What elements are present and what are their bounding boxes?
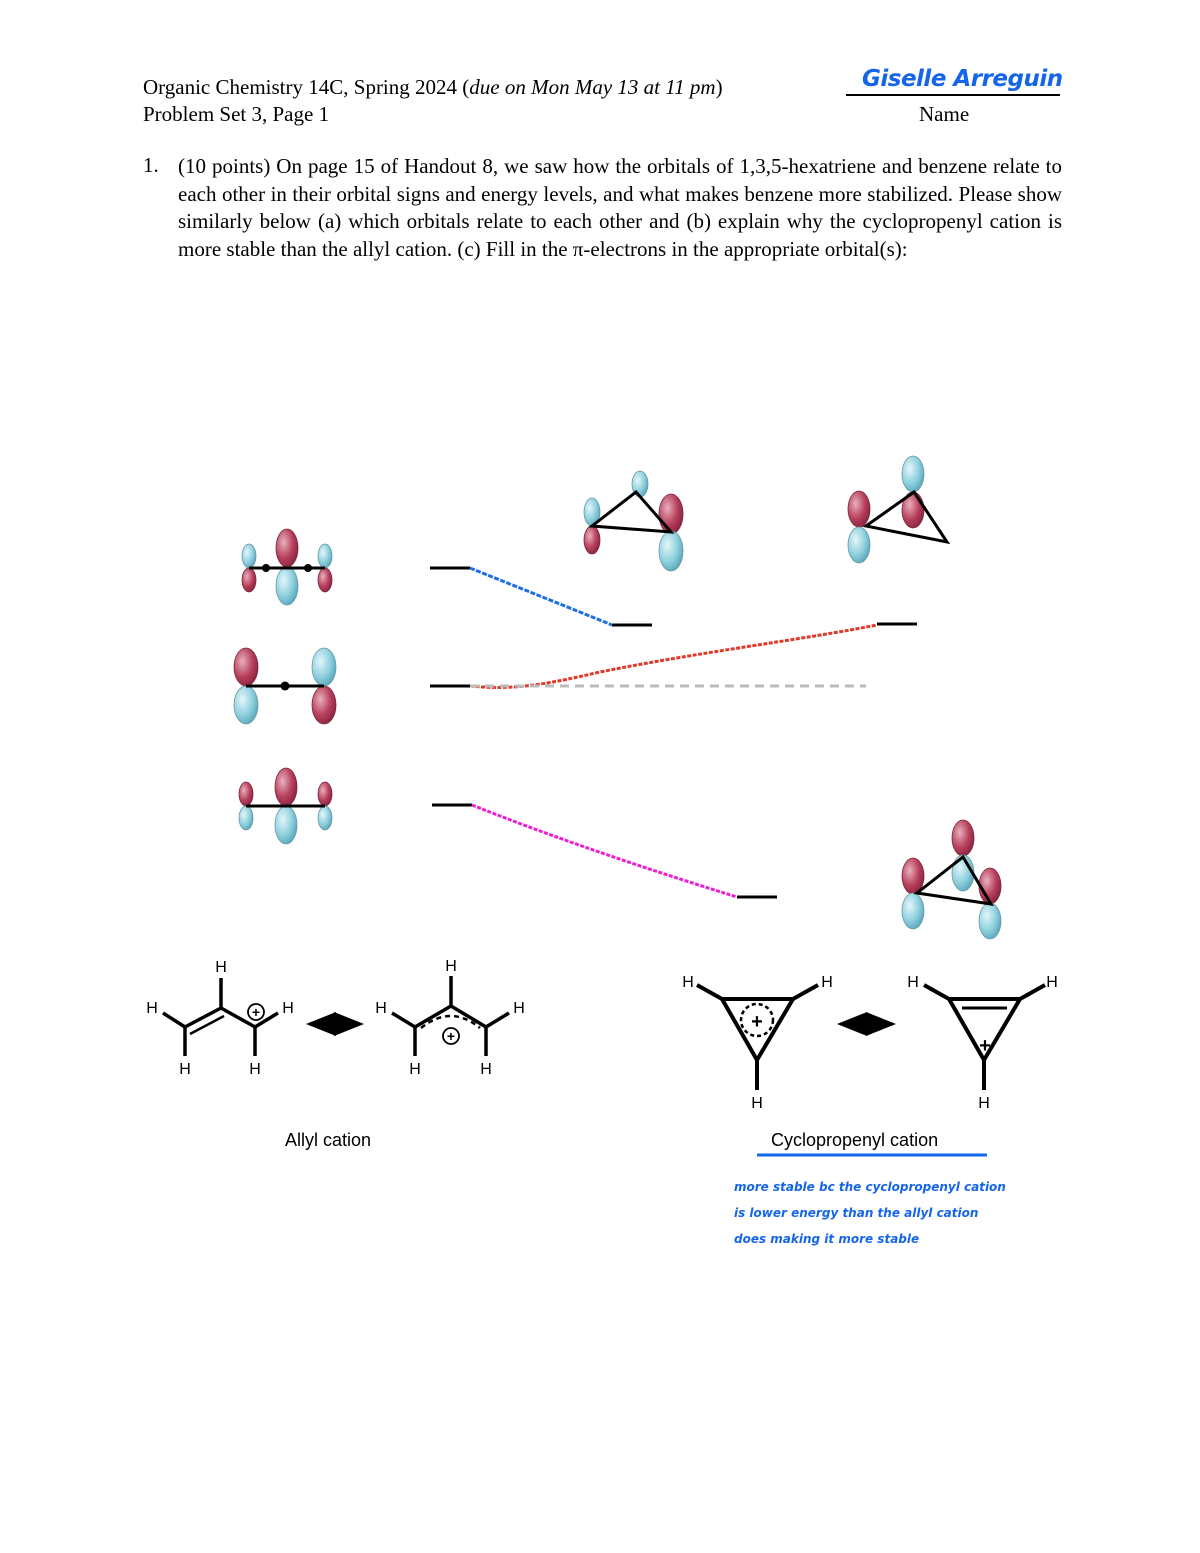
handwritten-answer: more stable bc the cyclopropenyl cation is lower energy than the allyl cation does making it more stable <box>734 1180 1006 1246</box>
p-lobe <box>318 544 332 568</box>
bond <box>486 1013 509 1027</box>
bond <box>392 1013 415 1027</box>
atom-label: H <box>1046 974 1058 991</box>
course-line-prefix: Organic Chemistry 14C, Spring 2024 ( <box>143 75 470 99</box>
atom-label: H <box>513 1000 525 1017</box>
p-lobe <box>848 491 870 527</box>
p-lobe <box>952 855 974 891</box>
p-lobe <box>242 544 256 568</box>
question-text: (10 points) On page 15 of Handout 8, we saw how the orbitals of 1,3,5-hexatriene and benzene relate to each other in their orbital signs and energy levels, and what makes benzene more stabilized. Please show similarly below (a) which orbitals relate to each other and (b) explain why the cyclopropenyl cation is more stable than the allyl cation. (c) Fill in the π-electrons in the appropriate orbital(s): <box>178 154 1062 261</box>
correlation-lines <box>470 568 877 897</box>
blue-correlation-line <box>470 568 612 625</box>
bond <box>1020 985 1045 999</box>
p-lobe <box>659 531 683 571</box>
bond <box>924 985 949 999</box>
p-lobe <box>848 527 870 563</box>
p-lobe <box>318 782 332 806</box>
name-label: Name <box>919 102 970 126</box>
charge-sign: + <box>251 1004 261 1020</box>
double-bond <box>185 1008 221 1027</box>
atom-label: H <box>282 1000 294 1017</box>
cyclopropenyl-mo-lowest-orbitals <box>902 820 1001 939</box>
p-lobe <box>234 648 258 686</box>
allyl-structure-2 <box>392 976 509 1056</box>
bond <box>163 1013 185 1027</box>
node <box>262 564 270 572</box>
cyclopropenyl-caption: Cyclopropenyl cation <box>771 1130 939 1150</box>
charge-sign: + <box>751 1011 763 1033</box>
p-lobe <box>275 768 297 806</box>
p-lobe <box>902 893 924 929</box>
p-lobe <box>234 686 258 724</box>
p-lobe <box>902 456 924 492</box>
p-lobe <box>276 529 298 567</box>
charge-sign: + <box>446 1028 456 1044</box>
bond <box>793 985 818 999</box>
p-lobe <box>275 806 297 844</box>
p-lobe <box>659 494 683 534</box>
cyclopropenyl-mo-right-orbitals <box>848 456 947 563</box>
bond <box>697 985 722 999</box>
due-date: due on Mon May 13 at 11 pm <box>469 75 716 99</box>
atom-label: H <box>821 974 833 991</box>
cyclopropenyl-structure-2-labels <box>907 974 1058 1112</box>
allyl-mo-3-orbitals <box>242 529 332 605</box>
cyclopropenyl-structure-1-labels <box>682 974 833 1112</box>
magenta-correlation-line <box>472 805 737 897</box>
charge-sign: + <box>979 1035 991 1057</box>
atom-label: H <box>375 1000 387 1017</box>
question-number: 1. <box>143 153 159 177</box>
atom-label: H <box>179 1061 191 1078</box>
atom-label: H <box>249 1061 261 1078</box>
atom-label: H <box>409 1061 421 1078</box>
cyclopropenyl-structure-1 <box>697 985 818 1090</box>
p-lobe <box>318 568 332 592</box>
atom-label: H <box>751 1095 763 1112</box>
double-bond-inner <box>190 1016 224 1034</box>
p-lobe <box>239 806 253 830</box>
p-lobe <box>979 903 1001 939</box>
atom-label: H <box>480 1061 492 1078</box>
atom-label: H <box>445 958 457 975</box>
atom-label: H <box>146 1000 158 1017</box>
allyl-caption: Allyl cation <box>285 1130 372 1150</box>
allyl-mo-2-orbitals <box>234 648 336 724</box>
course-line-suffix: ) <box>715 75 723 99</box>
cyclopropenyl-mo-left-orbitals <box>584 471 683 571</box>
p-lobe <box>584 526 600 554</box>
node <box>304 564 312 572</box>
p-lobe <box>239 782 253 806</box>
atom-label: H <box>682 974 694 991</box>
node <box>281 682 290 691</box>
atom-label: H <box>215 959 227 976</box>
energy-levels <box>430 568 917 897</box>
allyl-mo-1-orbitals <box>239 768 332 844</box>
p-lobe <box>312 648 336 686</box>
student-signature: Giselle Arreguin <box>862 66 1063 92</box>
red-correlation-line <box>470 625 877 687</box>
p-lobe <box>979 868 1001 904</box>
p-lobe <box>242 568 256 592</box>
p-lobe <box>276 567 298 605</box>
p-lobe <box>312 686 336 724</box>
p-lobe <box>952 820 974 856</box>
problem-set-line: Problem Set 3, Page 1 <box>143 102 330 126</box>
atom-label: H <box>907 974 919 991</box>
atom-label: H <box>978 1095 990 1112</box>
p-lobe <box>318 806 332 830</box>
allyl-structure-1 <box>163 978 278 1056</box>
